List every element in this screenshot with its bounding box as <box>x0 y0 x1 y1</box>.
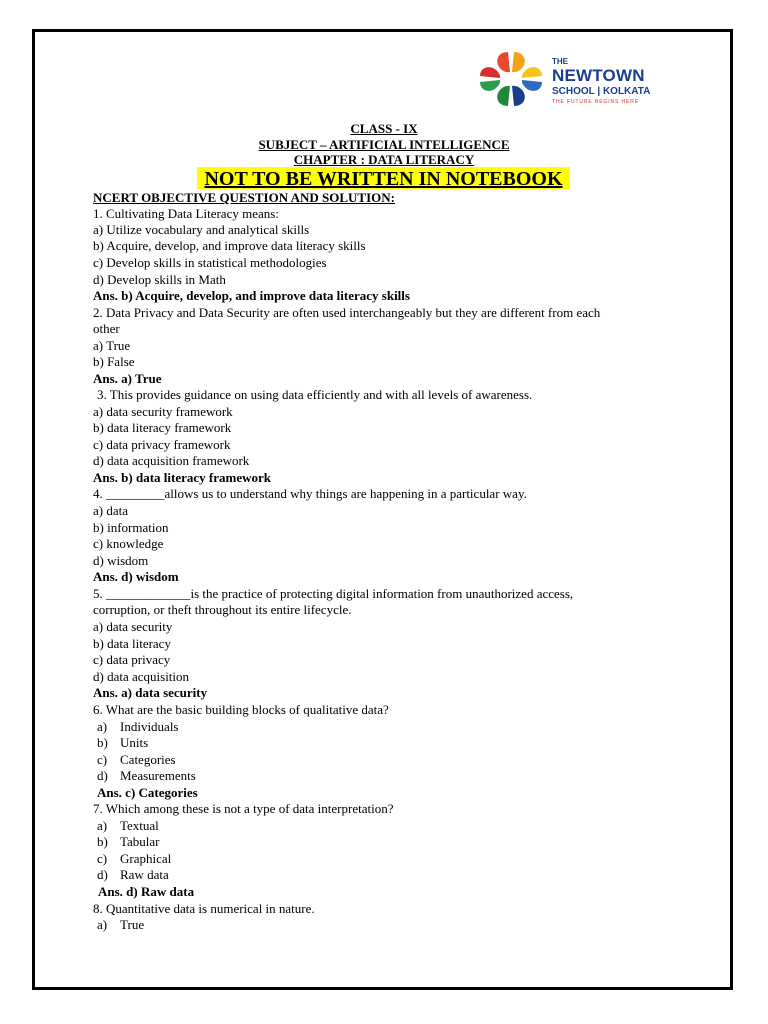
question-1: 1. Cultivating Data Literacy means: <box>93 206 279 221</box>
q4-answer: Ans. d) wisdom <box>93 569 179 584</box>
q6-letter-c: c) <box>97 752 108 767</box>
q6-option-d: Measurements <box>120 768 196 783</box>
q1-option-a: a) Utilize vocabulary and analytical skills <box>93 222 310 237</box>
q4-option-a: a) data <box>93 503 129 518</box>
q5-option-b: b) data literacy <box>93 636 171 651</box>
q6-letter-b: b) <box>97 735 108 750</box>
q2-option-b: b) False <box>93 354 135 369</box>
q5-answer: Ans. a) data security <box>93 685 208 700</box>
q7-letter-c: c) <box>97 851 108 866</box>
q7-letter-b: b) <box>97 834 108 849</box>
q4-option-b: b) information <box>93 520 169 535</box>
q1-option-d: d) Develop skills in Math <box>93 272 226 287</box>
class-heading: CLASS - IX <box>350 121 418 136</box>
q6-letter-a: a) <box>97 719 108 734</box>
section-title: NCERT OBJECTIVE QUESTION AND SOLUTION: <box>93 190 395 205</box>
q3-option-d: d) data acquisition framework <box>93 453 250 468</box>
q6-option-c: Categories <box>120 752 176 767</box>
question-5-cont: corruption, or theft throughout its entire lifecycle. <box>93 602 352 617</box>
school-emblem-icon <box>472 48 550 110</box>
q5-option-d: d) data acquisition <box>93 669 190 684</box>
q4-option-d: d) wisdom <box>93 553 149 568</box>
q8-letter-a: a) <box>97 917 108 932</box>
question-2: 2. Data Privacy and Data Security are often used interchangeably but they are different from each <box>93 305 601 320</box>
q7-letter-d: d) <box>97 867 108 882</box>
q7-option-a: Textual <box>120 818 159 833</box>
chapter-heading: CHAPTER : DATA LITERACY <box>293 152 475 167</box>
question-3: 3. This provides guidance on using data efficiently and with all levels of awareness. <box>97 387 533 402</box>
question-7: 7. Which among these is not a type of data interpretation? <box>93 801 394 816</box>
q3-answer: Ans. b) data literacy framework <box>93 470 271 485</box>
q7-letter-a: a) <box>97 818 108 833</box>
q6-letter-d: d) <box>97 768 108 783</box>
q4-option-c: c) knowledge <box>93 536 164 551</box>
question-6: 6. What are the basic building blocks of qualitative data? <box>93 702 389 717</box>
logo-school: SCHOOL | KOLKATA <box>552 86 651 97</box>
logo-the: THE <box>552 57 568 66</box>
logo-tagline: THE FUTURE BEGINS HERE <box>552 99 640 105</box>
q1-answer: Ans. b) Acquire, develop, and improve data literacy skills <box>93 288 410 303</box>
q6-option-a: Individuals <box>120 719 179 734</box>
q2-answer: Ans. a) True <box>93 371 162 386</box>
warning-banner: NOT TO BE WRITTEN IN NOTEBOOK <box>197 167 570 189</box>
question-2-cont: other <box>93 321 120 336</box>
q8-option-a: True <box>120 917 145 932</box>
school-logo <box>472 48 662 110</box>
q3-option-b: b) data literacy framework <box>93 420 232 435</box>
q2-option-a: a) True <box>93 338 131 353</box>
q7-option-b: Tabular <box>120 834 160 849</box>
q3-option-c: c) data privacy framework <box>93 437 231 452</box>
q5-option-a: a) data security <box>93 619 173 634</box>
question-5: 5. _____________is the practice of protecting digital information from unauthorized access, <box>93 586 574 601</box>
q7-option-d: Raw data <box>120 867 169 882</box>
q3-option-a: a) data security framework <box>93 404 233 419</box>
logo-name: NEWTOWN <box>552 66 645 85</box>
question-8: 8. Quantitative data is numerical in nature. <box>93 901 315 916</box>
q7-option-c: Graphical <box>120 851 172 866</box>
q7-answer: Ans. d) Raw data <box>98 884 195 899</box>
q5-option-c: c) data privacy <box>93 652 171 667</box>
subject-heading: SUBJECT – ARTIFICIAL INTELLIGENCE <box>258 137 510 152</box>
question-4: 4. _________allows us to understand why things are happening in a particular way. <box>93 486 527 501</box>
q1-option-b: b) Acquire, develop, and improve data literacy skills <box>93 238 366 253</box>
q6-option-b: Units <box>120 735 149 750</box>
q6-answer: Ans. c) Categories <box>97 785 198 800</box>
q1-option-c: c) Develop skills in statistical methodologies <box>93 255 327 270</box>
